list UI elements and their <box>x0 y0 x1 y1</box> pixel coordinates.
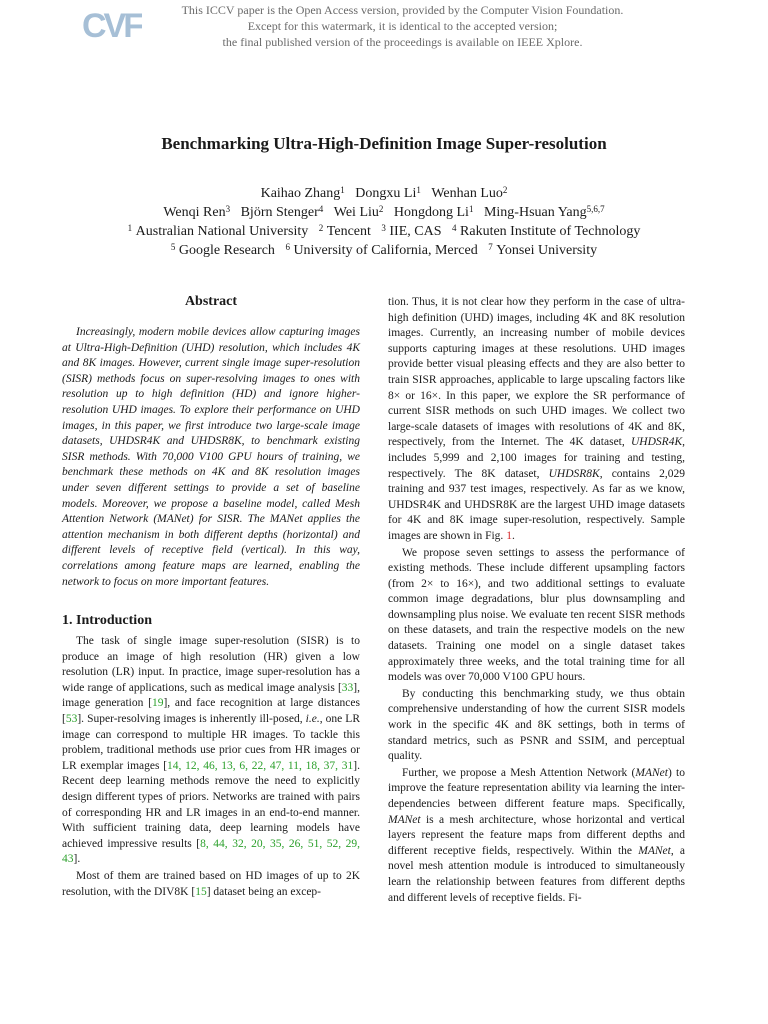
citation-link[interactable]: 14, 12, 46, 13, 6, 22, 47, 11, 18, 37, 31 <box>167 759 354 772</box>
affiliation-name: Australian National University <box>135 224 309 239</box>
intro-paragraph: We propose seven settings to assess the performance of existing methods. These include different upsampling factors (from 2× to 16×), and two additional settings to evaluate common image degradations, blur plus downsampling and downsampling plus noise. We evaluate ten recent SISR methods on these datasets, and train the respective models on the new datasets. Training one model on a single dataset takes approximately three weeks, and the total training time for all models was over 70,000 V100 GPU hours. <box>388 546 685 684</box>
italic-term: UHDSR4K <box>631 436 683 449</box>
left-column <box>62 292 360 901</box>
affiliation-marker: 7 <box>488 242 493 252</box>
affiliation <box>488 243 597 258</box>
italic-term: MANet <box>638 844 671 857</box>
affiliation-marker: 5 <box>170 242 176 252</box>
author-name <box>394 205 474 220</box>
affiliation-marker: 2 <box>318 223 324 233</box>
affiliation-marker: 5,6,7 <box>586 204 605 214</box>
figure-ref-link[interactable]: 1 <box>506 529 512 542</box>
italic-term: i.e. <box>305 713 320 726</box>
affiliation-name: Google Research <box>178 243 275 258</box>
text-run: , one LR image can correspond to multiple HR images. To tackle this problem, traditional methods use prior cues from HR images or LR exemplar images [ <box>62 713 360 772</box>
author-name-text: Wei Liu <box>333 205 379 220</box>
affiliation <box>319 224 371 239</box>
text-run: , includes 5,999 and 2,100 images for training and testing, respectively. The 8K dataset, <box>388 436 685 480</box>
affiliation-marker: 3 <box>225 204 231 214</box>
author-name <box>261 186 345 201</box>
intro-paragraph <box>388 766 685 906</box>
author-name <box>484 205 605 220</box>
text-run: . <box>511 529 515 542</box>
affiliation-name: Yonsei University <box>496 243 598 258</box>
affiliation-marker: 1 <box>127 223 133 233</box>
intro-paragraph <box>62 634 360 868</box>
author-name-text: Wenqi Ren <box>163 205 226 220</box>
affiliation-marker: 3 <box>381 223 386 233</box>
text-run: The task of single image super-resolution (SISR) is to produce an image of high resolution (HR) given a low resolution (LR) input. In practice, image super-resolution has a wide range of applications, such as medical image analysis [ <box>62 635 360 694</box>
text-run: ]. <box>73 853 81 866</box>
author-name <box>163 205 230 220</box>
author-name-text: Ming-Hsuan Yang <box>483 205 587 220</box>
watermark-line: Except for this watermark, it is identical to the accepted version; <box>247 19 558 33</box>
affiliation-marker: 2 <box>378 204 384 214</box>
watermark-line: the final published version of the proceedings is available on IEEE Xplore. <box>222 35 583 49</box>
abstract-heading: Abstract <box>184 294 238 309</box>
author-name-text: Kaihao Zhang <box>260 186 341 201</box>
italic-term: UHDSR8K <box>548 467 600 480</box>
cvf-logo-text: CVF <box>82 7 141 42</box>
affiliation-line <box>0 222 768 241</box>
citation-link[interactable]: 53 <box>65 713 78 726</box>
text-run: ]. Recent deep learning methods remove the need to explicitly design different types of priors. Networks are trained with pairs of corresponding HR and LR images in an end-to-end manner. With sufficient training data, deep learning models have achieved impressive results [ <box>62 759 360 850</box>
affiliation <box>285 243 477 258</box>
right-column <box>388 295 685 907</box>
affiliation-name: IIE, CAS <box>389 224 442 239</box>
author-name <box>431 186 507 201</box>
text-run: , a novel mesh attention module is introduced to simultaneously learn the relationship between features from different depths and different levels of receptive fields. Fi- <box>388 844 686 904</box>
text-run: is a mesh architecture, whose horizontal and vertical layers represent the feature maps from different depths and different receptive fields, respectively. Within the <box>388 813 685 857</box>
affiliation-marker: 4 <box>452 223 457 233</box>
citation-link[interactable]: 33 <box>341 681 354 694</box>
author-line <box>0 184 768 203</box>
affiliation <box>452 224 640 239</box>
author-name-text: Hongdong Li <box>393 205 469 220</box>
text-run: tion. Thus, it is not clear how they perform in the case of ultra-high definition (UHD) images, including 4K and 8K resolution images. Currently, an increasing number of mobile devices supports capturing images at these resolutions. UHD images provide better visual pleasing effects and they are also better to train SISR approaches, applicable to large upscaling factors like 8× or 16×. In this paper, we explore the SR performance of current SISR methods on such UHD images. We collect two large-scale datasets of images with resolutions of 4K and 8K, respectively, from the Internet. The 4K dataset, <box>388 296 685 449</box>
author-name-text: Wenhan Luo <box>431 186 503 201</box>
abstract-text: Increasingly, modern mobile devices allow capturing images at Ultra-High-Definition (UHD) resolution, which includes 4K and 8K images. However, current single image super-resolution (SISR) methods focus on super-resolving images to ones with resolution up to high definition (HD) and ignore higher-resolution UHD images. To explore their performance on UHD images, in this paper, we first introduce two large-scale image datasets, UHDSR4K and UHDSR8K, to benchmark existing SISR methods. With 70,000 V100 GPU hours of training, we benchmark these methods on 4K and 8K resolution images under seven different settings to provide a set of baseline models. Moreover, we propose a baseline model, called Mesh Attention Network (MANet) for SISR. The MANet applies the attention mechanism in both different depths (horizontal) and different levels of receptive field (vertical). In this way, correlations among feature maps are learned, enabling the network to focus on more important features. <box>62 326 360 588</box>
citation-link[interactable]: 19 <box>151 697 164 710</box>
affiliation-name: Rakuten Institute of Technology <box>460 224 641 239</box>
affiliation <box>128 224 309 239</box>
intro-paragraph: By conducting this benchmarking study, we thus obtain comprehensive understanding of how the current SISR models work in the specific 4K and 8K settings, both in terms of standard metrics, such as PSNR and SSIM, and perceptual quality. <box>388 687 685 763</box>
author-name <box>241 205 324 220</box>
author-line <box>0 203 768 222</box>
affiliation-line <box>0 241 768 260</box>
text-run: Further, we propose a Mesh Attention Network ( <box>402 766 636 779</box>
affiliation-marker: 4 <box>318 204 324 214</box>
affiliation <box>171 243 275 258</box>
text-run: ], image generation [ <box>62 681 360 710</box>
text-run: ) to improve the feature representation ability via learning the inter-dependencies between different feature maps. Specifically, <box>388 766 685 810</box>
affiliation-marker: 1 <box>340 185 345 195</box>
text-run: Most of them are trained based on HD images of up to 2K resolution, with the DIV8K [ <box>62 870 360 898</box>
author-name <box>355 186 421 201</box>
italic-term: MANet <box>388 813 421 826</box>
affiliation-name: University of California, Merced <box>293 243 478 258</box>
citation-link[interactable]: 8, 44, 32, 20, 35, 26, 51, 52, 29, 43 <box>62 837 361 866</box>
text-run: ] dataset being an excep- <box>206 885 322 898</box>
open-access-watermark <box>150 2 655 50</box>
italic-term: MANet <box>635 766 668 779</box>
affiliation-marker: 1 <box>416 185 421 195</box>
author-block <box>0 184 768 260</box>
citation-link[interactable]: 15 <box>195 885 207 898</box>
author-name <box>334 205 384 220</box>
affiliation <box>381 224 441 239</box>
author-name-text: Björn Stenger <box>240 205 319 220</box>
author-name-text: Dongxu Li <box>355 186 417 201</box>
text-run: ]. Super-resolving images is inherently ill-posed, <box>77 713 306 726</box>
paper-title: Benchmarking Ultra-High-Definition Image Super-resolution <box>161 134 607 153</box>
intro-paragraph <box>388 295 685 545</box>
affiliation-marker: 1 <box>468 204 474 214</box>
watermark-line: This ICCV paper is the Open Access version, provided by the Computer Vision Foundation. <box>181 3 624 17</box>
affiliation-marker: 6 <box>285 242 290 252</box>
affiliation-marker: 2 <box>502 185 508 195</box>
text-run: , contains 2,029 training and 937 test images, respectively. As far as we know, UHDSR4K and UHDSR8K are the largest UHD image datasets for 4K and 8K image super-resolution, respectively. Sample images are shown in Fig. <box>388 467 686 542</box>
text-run: ], and face recognition at large distances [ <box>62 697 360 726</box>
cvf-logo <box>82 6 142 42</box>
section-heading-introduction: 1. Introduction <box>62 613 152 629</box>
intro-paragraph <box>62 869 360 900</box>
affiliation-name: Tencent <box>326 224 371 239</box>
